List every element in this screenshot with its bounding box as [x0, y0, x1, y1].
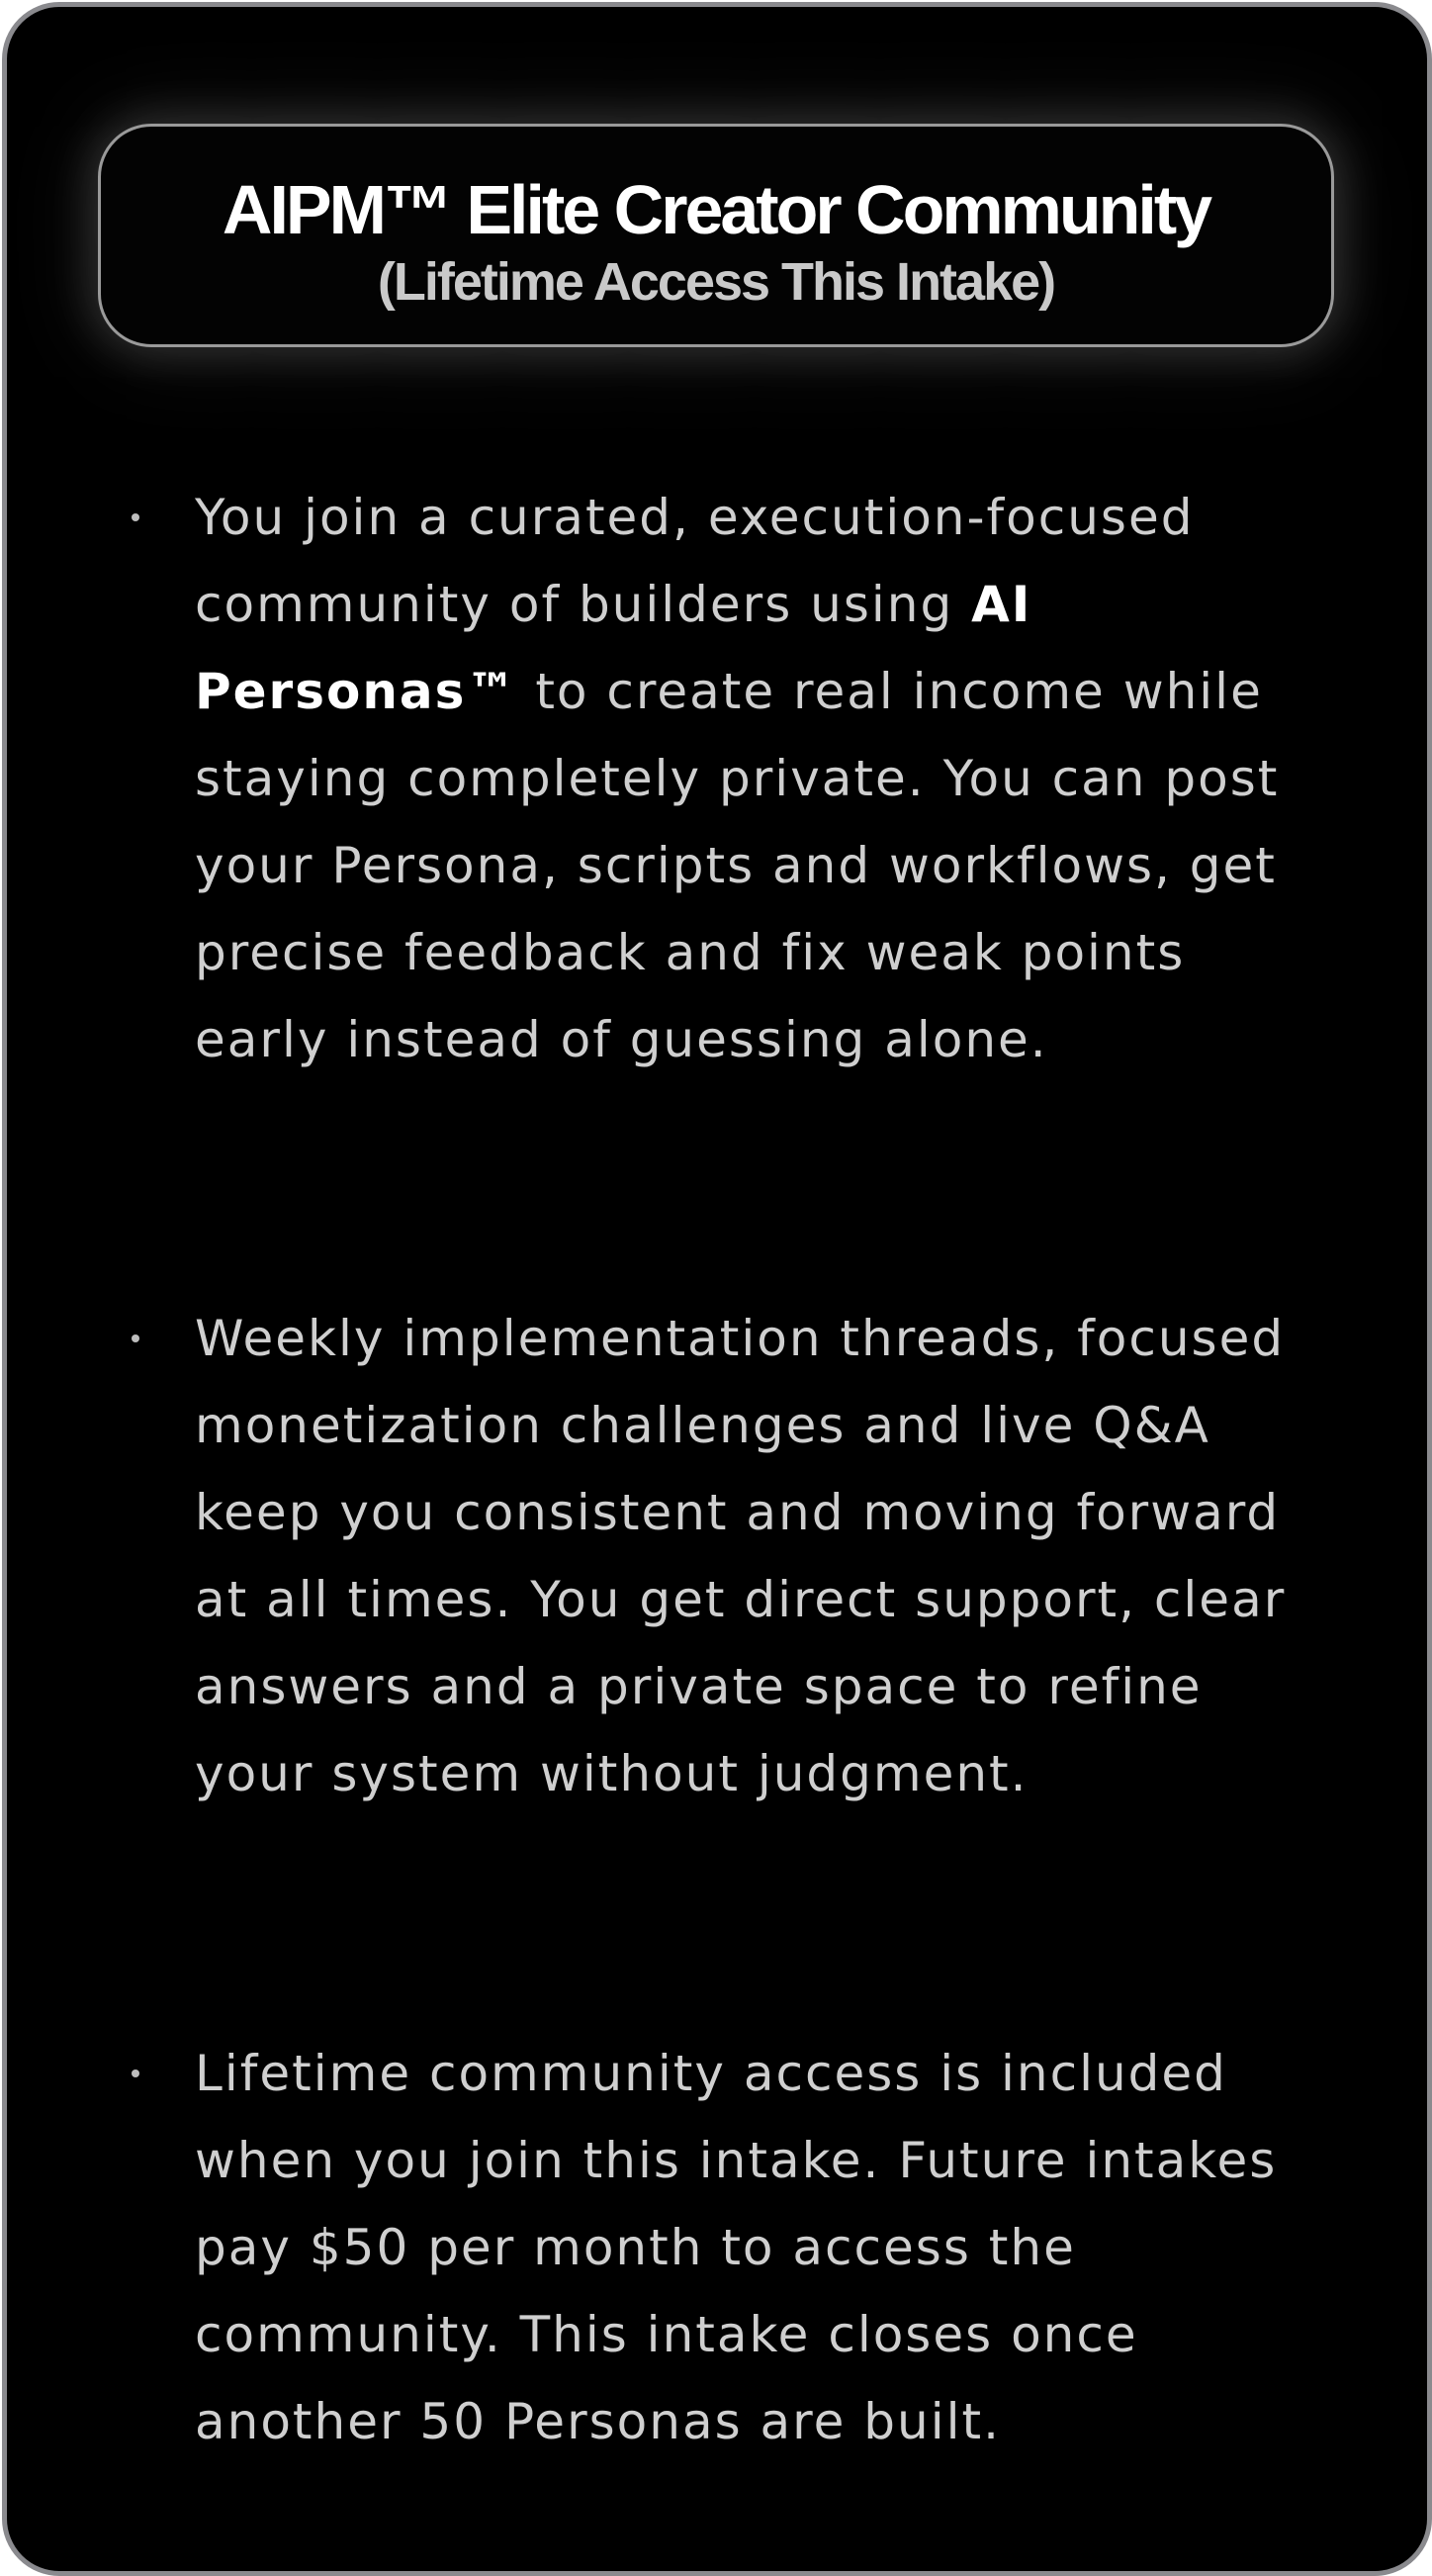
benefit-text: Lifetime community access is included when you join this intake. Future intakes pay $50 per month to access the community. This intake closes once another 50 Personas are built. [195, 2045, 1278, 2450]
benefit-text: Weekly implementation threads, focused monetization challenges and live Q&A keep you consistent and moving forward at all times. You get direct support, clear answers and a private space to refine your system without judgment. [195, 1310, 1287, 1802]
benefit-text-bold: AI Personas™ [195, 576, 1032, 720]
card-subtitle: (Lifetime Access This Intake) [377, 252, 1055, 312]
bullet-dot-icon [132, 2070, 139, 2077]
bullet-dot-icon [132, 513, 139, 521]
benefit-text-after: to create real income while staying completely private. You can post your Persona, scripts and workflows, get precise feedback and fix weak points early instead of guessing alone. [195, 663, 1280, 1068]
benefit-text-before: You join a curated, execution-focused community of builders using [195, 489, 1195, 633]
bullet-dot-icon [132, 1334, 139, 1342]
card-title: AIPM™ Elite Creator Community [222, 171, 1210, 248]
community-card [2, 2, 1432, 2576]
benefit-item-community [195, 474, 1322, 1083]
benefit-item-weekly [195, 1295, 1322, 1817]
benefit-item-lifetime [195, 2030, 1322, 2465]
benefits-list [7, 7, 1427, 2571]
